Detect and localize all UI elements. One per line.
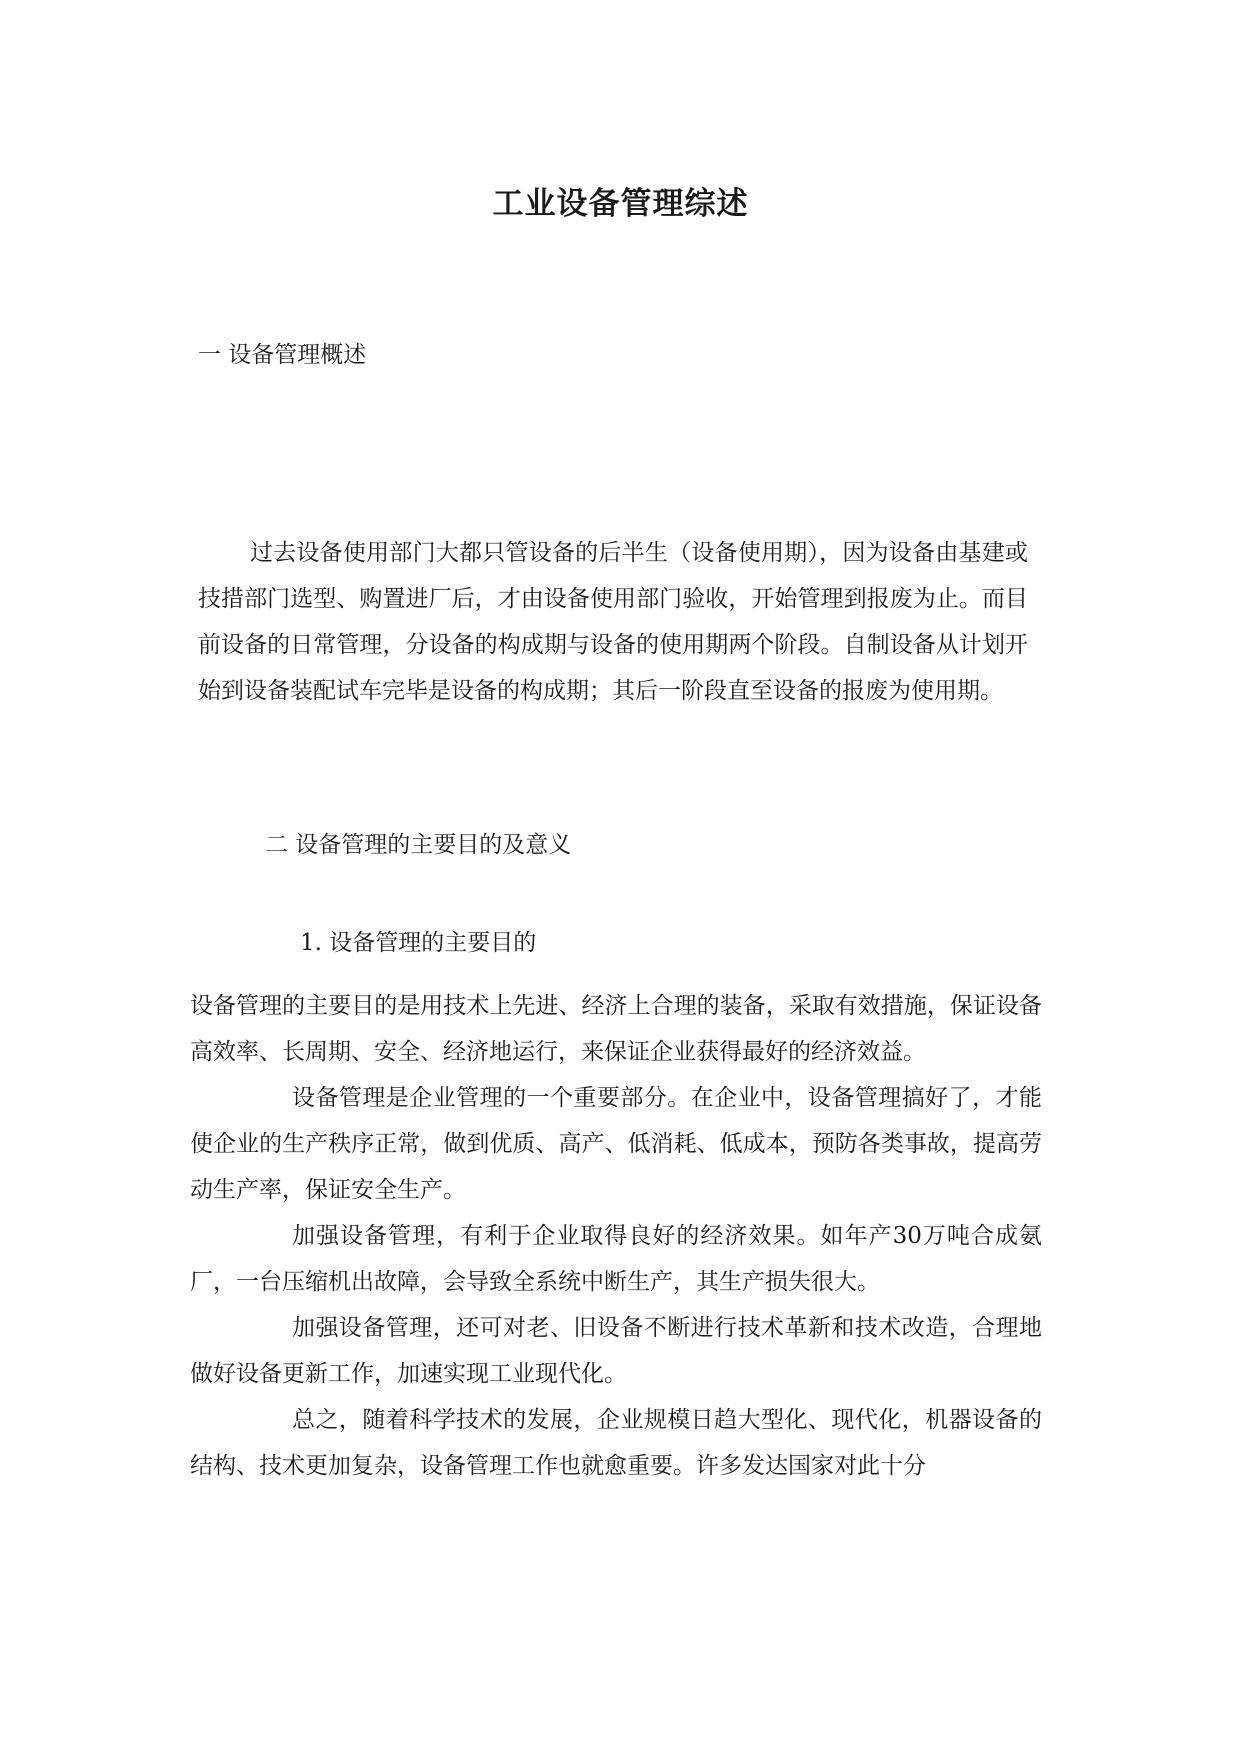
subheading-main-purpose: 1. 设备管理的主要目的 [300, 930, 537, 956]
paragraph-purpose-2: 设备管理是企业管理的一个重要部分。在企业中，设备管理搞好了，才能使企业的生产秩序正常，做到优质、高产、低消耗、低成本，预防各类事故，提高劳动生产率，保证安全生产。 [190, 1085, 1042, 1203]
section-heading-purpose: 二 设备管理的主要目的及意义 [265, 832, 572, 858]
paragraph-overview: 过去设备使用部门大都只管设备的后半生（设备使用期），因为设备由基建或技措部门选型、购置进厂后，才由设备使用部门验收，开始管理到报废为止。而目前设备的日常管理，分设备的构成期与设备的使用期两个阶段。自制设备从计划开始到设备装配试车完毕是设备的构成期；其后一阶段直至设备的报废为使用期。 [198, 540, 1028, 704]
section-heading-overview: 一 设备管理概述 [198, 342, 367, 368]
paragraph-purpose-1: 设备管理的主要目的是用技术上先进、经济上合理的装备，采取有效措施，保证设备高效率、长周期、安全、经济地运行，来保证企业获得最好的经济效益。 [190, 993, 1042, 1065]
paragraph-purpose-5: 总之，随着科学技术的发展，企业规模日趋大型化、现代化，机器设备的结构、技术更加复杂，设备管理工作也就愈重要。许多发达国家对此十分 [190, 1407, 1042, 1479]
document-title: 工业设备管理综述 [492, 186, 749, 222]
paragraph-purpose-4: 加强设备管理，还可对老、旧设备不断进行技术革新和技术改造，合理地做好设备更新工作，加速实现工业现代化。 [190, 1315, 1042, 1387]
paragraph-purpose-3: 加强设备管理，有利于企业取得良好的经济效果。如年产30万吨合成氨厂，一台压缩机出故障，会导致全系统中断生产，其生产损失很大。 [190, 1223, 1042, 1295]
purpose-body [190, 983, 1042, 1489]
